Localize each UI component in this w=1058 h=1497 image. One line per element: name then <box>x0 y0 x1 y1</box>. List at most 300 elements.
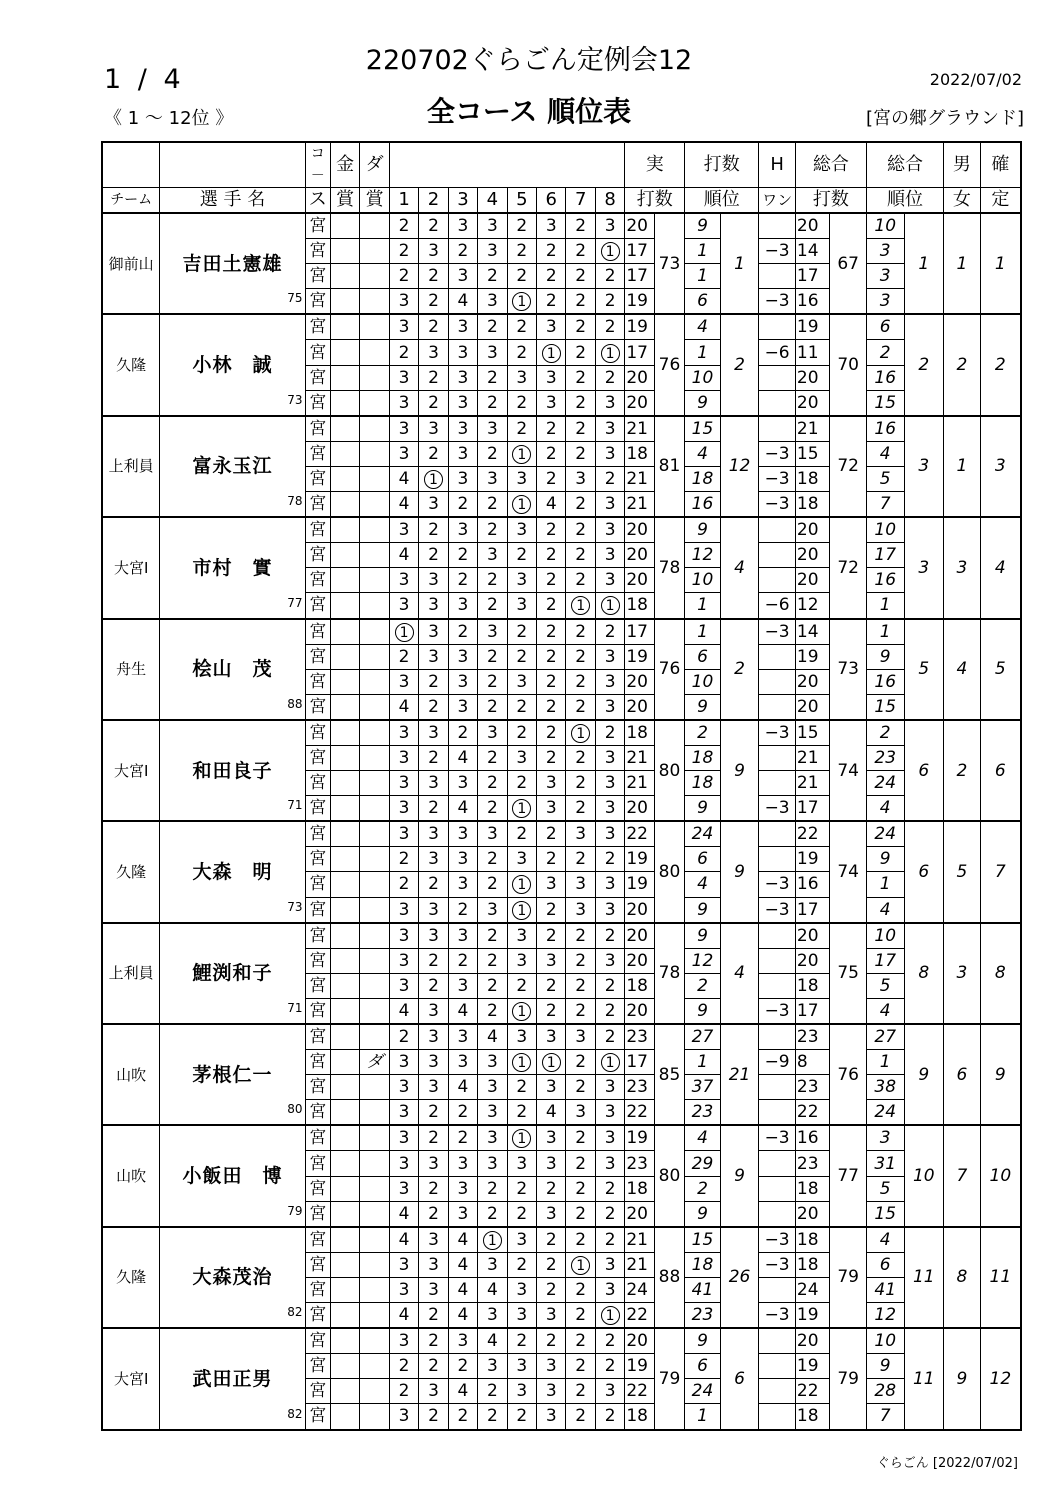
hole-score-value: 4 <box>457 798 469 819</box>
gold-prize-cell <box>330 1354 359 1379</box>
da-prize-cell <box>360 1303 389 1329</box>
net-rank: 16 <box>866 365 904 390</box>
round-rank: 12 <box>685 948 721 973</box>
hole-score-value: 2 <box>428 520 439 541</box>
gold-prize-cell <box>330 568 359 593</box>
gold-prize-cell <box>330 1151 359 1176</box>
course-cell: 宮 <box>305 948 330 973</box>
hole-score-value: 3 <box>516 1153 528 1174</box>
hole-score-value: 3 <box>516 595 528 616</box>
hole-score <box>389 466 418 491</box>
hole-score-value: 2 <box>486 367 498 388</box>
hole-score <box>419 1328 448 1354</box>
round-rank: 1 <box>685 593 721 619</box>
gold-prize-cell <box>330 973 359 998</box>
hole-score-value: 2 <box>457 1102 469 1123</box>
hole-score-value: 2 <box>398 216 410 237</box>
hole-score-value: 3 <box>545 1305 557 1326</box>
hole-score <box>389 720 418 746</box>
gold-prize-cell <box>330 1100 359 1126</box>
hole-score-value: 2 <box>516 1406 528 1427</box>
final-rank: 4 <box>980 517 1021 618</box>
hole-score-value: 3 <box>398 925 410 946</box>
hole-score <box>389 923 418 949</box>
hole-score <box>537 441 566 466</box>
hole-score <box>419 998 448 1024</box>
da-prize-cell <box>360 492 389 518</box>
hole-score-value: 3 <box>545 1381 557 1402</box>
hole-score-value: 2 <box>486 975 498 996</box>
hole-score <box>419 1252 448 1277</box>
hole-score <box>566 517 595 543</box>
hole-score-value: 1 <box>542 1053 561 1072</box>
hole-score-value: 3 <box>486 216 498 237</box>
hole-score-value: 2 <box>486 925 498 946</box>
hole-score-value: 3 <box>457 1178 469 1199</box>
col-da-top: ダ <box>360 142 389 188</box>
hole-score <box>566 340 595 365</box>
strokes-rank: 9 <box>720 1125 759 1226</box>
hole-in-one-bonus: −3 <box>759 1303 796 1329</box>
hole-score-value: 2 <box>575 570 587 591</box>
hole-in-one-bonus <box>759 1024 796 1050</box>
net-score: 20 <box>795 669 830 694</box>
round-sum: 21 <box>625 492 654 518</box>
round-sum: 20 <box>625 923 654 949</box>
hole-score <box>507 466 536 491</box>
round-sum: 20 <box>625 517 654 543</box>
round-rank: 2 <box>685 973 721 998</box>
hole-score <box>419 619 448 645</box>
gold-prize-cell <box>330 1201 359 1227</box>
hole-in-one-bonus: −3 <box>759 872 796 897</box>
round-row <box>102 517 1021 543</box>
hole-score <box>507 568 536 593</box>
hole-score-value: 2 <box>398 266 410 287</box>
hole-score <box>537 694 566 720</box>
col-course-top: コ－ <box>305 142 330 188</box>
final-rank: 3 <box>980 416 1021 517</box>
hole-score <box>537 1227 566 1253</box>
hole-score-value: 3 <box>398 1153 410 1174</box>
net-rank: 16 <box>866 568 904 593</box>
hole-score <box>537 771 566 796</box>
hole-score-value: 3 <box>545 1077 557 1098</box>
hole-score <box>566 1379 595 1404</box>
hole-in-one-bonus: −6 <box>759 340 796 365</box>
player-name-text: 小林 誠 <box>192 354 273 377</box>
gender-rank: 6 <box>944 1024 981 1125</box>
hole-score <box>507 1176 536 1201</box>
hole-in-one-bonus <box>759 1151 796 1176</box>
hole-score <box>478 771 507 796</box>
gender-rank: 2 <box>944 314 981 415</box>
hole-score <box>507 1125 536 1151</box>
net-score: 20 <box>795 213 830 239</box>
hole-score-value: 2 <box>428 1203 439 1224</box>
total-strokes: 77 <box>830 1125 867 1226</box>
hole-score <box>507 264 536 289</box>
hole-score <box>478 314 507 340</box>
hole-score <box>507 669 536 694</box>
hole-score <box>566 619 595 645</box>
hole-score <box>419 1075 448 1100</box>
hole-score-value: 3 <box>604 874 616 895</box>
total-strokes: 73 <box>830 619 867 720</box>
hole-score-value: 2 <box>575 1406 587 1427</box>
hole-score <box>478 1303 507 1329</box>
hole-score-value: 3 <box>545 1027 557 1048</box>
hole-score <box>537 821 566 847</box>
round-sum: 19 <box>625 1125 654 1151</box>
hole-score-value: 2 <box>575 671 587 692</box>
hole-score <box>537 568 566 593</box>
hole-score-value: 2 <box>545 1279 557 1300</box>
hole-score <box>507 1404 536 1430</box>
da-prize-cell <box>360 1379 389 1404</box>
hole-in-one-bonus <box>759 821 796 847</box>
col-hio-top: H <box>759 142 796 188</box>
round-rank: 18 <box>685 1252 721 1277</box>
hole-score-value: 3 <box>516 925 528 946</box>
hole-score-value: 2 <box>575 443 587 464</box>
overall-rank: 6 <box>904 720 944 821</box>
net-rank: 1 <box>866 619 904 645</box>
hole-score-value: 3 <box>604 773 616 794</box>
hole-score <box>595 745 624 770</box>
hole-score-value: 2 <box>604 1027 616 1048</box>
hole-score-value: 3 <box>398 1279 410 1300</box>
hole-score <box>537 872 566 897</box>
hole-score-value: 2 <box>486 595 498 616</box>
hole-score-value: 3 <box>604 1153 616 1174</box>
hole-score <box>566 1100 595 1126</box>
hole-score <box>448 441 477 466</box>
hole-score-value: 3 <box>398 1077 410 1098</box>
hole-score <box>566 1252 595 1277</box>
course-cell: 宮 <box>305 821 330 847</box>
hole-score <box>389 1379 418 1404</box>
col-hole-8: 8 <box>595 188 624 214</box>
hole-score <box>389 847 418 872</box>
hole-in-one-bonus: −3 <box>759 1227 796 1253</box>
net-rank: 3 <box>866 264 904 289</box>
net-score: 23 <box>795 1075 830 1100</box>
gold-prize-cell <box>330 593 359 619</box>
net-rank: 9 <box>866 1354 904 1379</box>
final-rank: 6 <box>980 720 1021 821</box>
hole-score <box>478 340 507 365</box>
hole-score-value: 3 <box>604 392 616 413</box>
hole-score <box>478 897 507 923</box>
round-rank: 16 <box>685 492 721 518</box>
actual-strokes: 80 <box>654 1125 684 1226</box>
round-rank: 12 <box>685 543 721 568</box>
hole-score-value: 4 <box>486 1279 498 1300</box>
hole-score-value: 3 <box>398 824 410 845</box>
hole-in-one-bonus <box>759 948 796 973</box>
hole-score <box>595 593 624 619</box>
hole-score-value: 3 <box>398 1178 410 1199</box>
hole-score-value: 3 <box>457 468 469 489</box>
team-name: 御前山 <box>102 213 160 314</box>
col-gender: 女 <box>944 188 981 214</box>
net-rank: 4 <box>866 1227 904 1253</box>
round-rank: 9 <box>685 1328 721 1354</box>
gold-prize-cell <box>330 1303 359 1329</box>
da-prize-cell <box>360 1075 389 1100</box>
hole-score-value: 3 <box>457 824 469 845</box>
rank-range: 《 1 ～ 12位 》 <box>104 108 234 129</box>
hole-score-value: 3 <box>516 1356 528 1377</box>
player-age: 82 <box>287 1305 303 1320</box>
round-rank: 9 <box>685 517 721 543</box>
round-sum: 22 <box>625 1303 654 1329</box>
final-rank: 2 <box>980 314 1021 415</box>
hole-score <box>537 1176 566 1201</box>
hole-in-one-bonus <box>759 1277 796 1302</box>
hole-score-value: 2 <box>457 545 469 566</box>
hole-score <box>507 1354 536 1379</box>
da-prize-cell <box>360 694 389 720</box>
hole-score-value: 2 <box>516 216 528 237</box>
hole-score <box>389 897 418 923</box>
round-row <box>102 821 1021 847</box>
hole-score-value: 3 <box>398 1052 410 1073</box>
actual-strokes: 79 <box>654 1328 684 1429</box>
da-prize-cell <box>360 517 389 543</box>
hole-in-one-bonus <box>759 517 796 543</box>
hole-score-value: 3 <box>428 342 439 363</box>
team-name: 久隆 <box>102 821 160 922</box>
hole-score-value: 2 <box>575 696 587 717</box>
hole-score <box>478 720 507 746</box>
hole-score-value: 3 <box>428 1381 439 1402</box>
da-prize-cell <box>360 239 389 264</box>
hole-score-value: 2 <box>545 1000 557 1021</box>
net-score: 20 <box>795 390 830 416</box>
hole-score-value: 1 <box>424 470 443 489</box>
hole-score <box>537 1379 566 1404</box>
hole-score <box>566 923 595 949</box>
hole-in-one-bonus <box>759 847 796 872</box>
gender-rank: 8 <box>944 1227 981 1328</box>
hole-score-value: 2 <box>486 1381 498 1402</box>
hole-score <box>448 923 477 949</box>
player-age: 78 <box>287 494 303 509</box>
col-hole-5: 5 <box>507 188 536 214</box>
hole-score-value: 2 <box>575 520 587 541</box>
hole-score-value: 2 <box>575 1153 587 1174</box>
hole-score-value: 3 <box>486 1128 498 1149</box>
da-prize-cell <box>360 213 389 239</box>
hole-score <box>419 1404 448 1430</box>
da-prize-cell <box>360 998 389 1024</box>
hole-score <box>566 1125 595 1151</box>
overall-rank: 5 <box>904 619 944 720</box>
hole-score <box>537 543 566 568</box>
round-rank: 2 <box>685 720 721 746</box>
hole-score-value: 3 <box>457 646 469 667</box>
net-score: 17 <box>795 796 830 822</box>
hole-score-value: 3 <box>428 1077 439 1098</box>
gold-prize-cell <box>330 669 359 694</box>
hole-score-value: 2 <box>516 621 528 642</box>
da-prize-cell <box>360 441 389 466</box>
da-prize-cell <box>360 264 389 289</box>
hole-score <box>419 1050 448 1075</box>
hole-score-value: 2 <box>486 392 498 413</box>
col-total-rank-top: 総合 <box>866 142 943 188</box>
hole-in-one-bonus: −3 <box>759 239 796 264</box>
hole-score <box>448 897 477 923</box>
hole-score-value: 3 <box>575 824 587 845</box>
hole-score <box>389 492 418 518</box>
course-cell: 宮 <box>305 923 330 949</box>
player-name-text: 吉田土憲雄 <box>182 252 283 275</box>
gold-prize-cell <box>330 1379 359 1404</box>
hole-score <box>478 1227 507 1253</box>
hole-score <box>478 416 507 442</box>
hole-score <box>478 239 507 264</box>
player-name <box>160 923 305 1024</box>
player-name-text: 和田良子 <box>192 759 273 782</box>
gold-prize-cell <box>330 365 359 390</box>
hole-score <box>566 466 595 491</box>
hole-score-value: 3 <box>545 1203 557 1224</box>
hole-score <box>537 466 566 491</box>
hole-score <box>566 796 595 822</box>
hole-score <box>537 973 566 998</box>
hole-score <box>595 847 624 872</box>
hole-score-value: 2 <box>428 291 439 312</box>
hole-score-value: 2 <box>486 1000 498 1021</box>
hole-score-value: 3 <box>398 950 410 971</box>
hole-score <box>537 416 566 442</box>
hole-score-value: 2 <box>604 621 616 642</box>
hole-score <box>389 1125 418 1151</box>
overall-rank: 1 <box>904 213 944 314</box>
hole-score <box>566 669 595 694</box>
hole-score <box>478 847 507 872</box>
hole-score-value: 2 <box>575 748 587 769</box>
hole-score-value: 1 <box>601 596 620 615</box>
hole-score <box>478 543 507 568</box>
hole-score-value: 3 <box>604 494 616 515</box>
hole-score <box>507 821 536 847</box>
hole-score-value: 3 <box>398 773 410 794</box>
hole-score <box>566 441 595 466</box>
hole-score <box>595 998 624 1024</box>
hole-score <box>595 897 624 923</box>
round-row <box>102 1024 1021 1050</box>
hole-score <box>566 416 595 442</box>
hole-score-value: 3 <box>457 849 469 870</box>
total-strokes: 79 <box>830 1328 867 1429</box>
col-actual-top: 実 <box>625 142 685 188</box>
hole-score-value: 2 <box>575 975 587 996</box>
gold-prize-cell <box>330 1328 359 1354</box>
net-score: 18 <box>795 1227 830 1253</box>
hole-score <box>419 897 448 923</box>
hole-score-value: 1 <box>601 344 620 363</box>
hole-score <box>478 1354 507 1379</box>
hole-score <box>595 264 624 289</box>
hole-score-value: 2 <box>604 1356 616 1377</box>
hole-score <box>448 1354 477 1379</box>
round-rank: 1 <box>685 340 721 365</box>
round-sum: 18 <box>625 441 654 466</box>
gender-rank: 2 <box>944 720 981 821</box>
net-rank: 2 <box>866 720 904 746</box>
hole-score <box>389 365 418 390</box>
hole-score-value: 4 <box>457 1254 469 1275</box>
net-score: 23 <box>795 1151 830 1176</box>
hole-in-one-bonus <box>759 1176 796 1201</box>
strokes-rank: 21 <box>720 1024 759 1125</box>
hole-in-one-bonus: −6 <box>759 593 796 619</box>
hole-score-value: 2 <box>398 874 410 895</box>
da-prize-cell <box>360 289 389 315</box>
hole-score <box>595 1125 624 1151</box>
hole-score <box>389 517 418 543</box>
net-score: 12 <box>795 593 830 619</box>
hole-score-value: 1 <box>571 1256 590 1275</box>
net-score: 20 <box>795 543 830 568</box>
hole-score-value: 3 <box>398 317 410 338</box>
hole-score-value: 1 <box>601 1306 620 1325</box>
hole-score-value: 2 <box>516 1077 528 1098</box>
hole-score-value: 3 <box>516 1279 528 1300</box>
hole-score <box>507 1075 536 1100</box>
round-rank: 10 <box>685 669 721 694</box>
net-score: 19 <box>795 1303 830 1329</box>
player-name-text: 茅根仁一 <box>192 1063 273 1086</box>
hole-score <box>507 365 536 390</box>
hole-score-value: 2 <box>398 241 410 262</box>
round-sum: 23 <box>625 1151 654 1176</box>
hole-score-value: 3 <box>604 1254 616 1275</box>
hole-score <box>507 1379 536 1404</box>
hole-score <box>478 948 507 973</box>
hole-score-value: 1 <box>512 799 531 818</box>
hole-score <box>419 492 448 518</box>
col-hole-4: 4 <box>478 188 507 214</box>
hole-score-value: 3 <box>457 216 469 237</box>
hole-score <box>537 1075 566 1100</box>
net-rank: 24 <box>866 771 904 796</box>
hole-score-value: 3 <box>457 671 469 692</box>
hole-score-value: 2 <box>486 849 498 870</box>
hole-score <box>507 1252 536 1277</box>
hole-score <box>537 1404 566 1430</box>
net-rank: 5 <box>866 1176 904 1201</box>
hole-score-value: 2 <box>428 216 439 237</box>
actual-strokes: 76 <box>654 619 684 720</box>
col-hole-1: 1 <box>389 188 418 214</box>
hole-score-value: 2 <box>545 291 557 312</box>
net-score: 20 <box>795 923 830 949</box>
net-score: 17 <box>795 998 830 1024</box>
gold-prize-cell <box>330 1050 359 1075</box>
hole-in-one-bonus <box>759 973 796 998</box>
hole-score <box>507 998 536 1024</box>
hole-score <box>448 1151 477 1176</box>
hole-score <box>448 1024 477 1050</box>
hole-score-value: 3 <box>604 798 616 819</box>
hole-score <box>537 847 566 872</box>
gold-prize-cell <box>330 289 359 315</box>
